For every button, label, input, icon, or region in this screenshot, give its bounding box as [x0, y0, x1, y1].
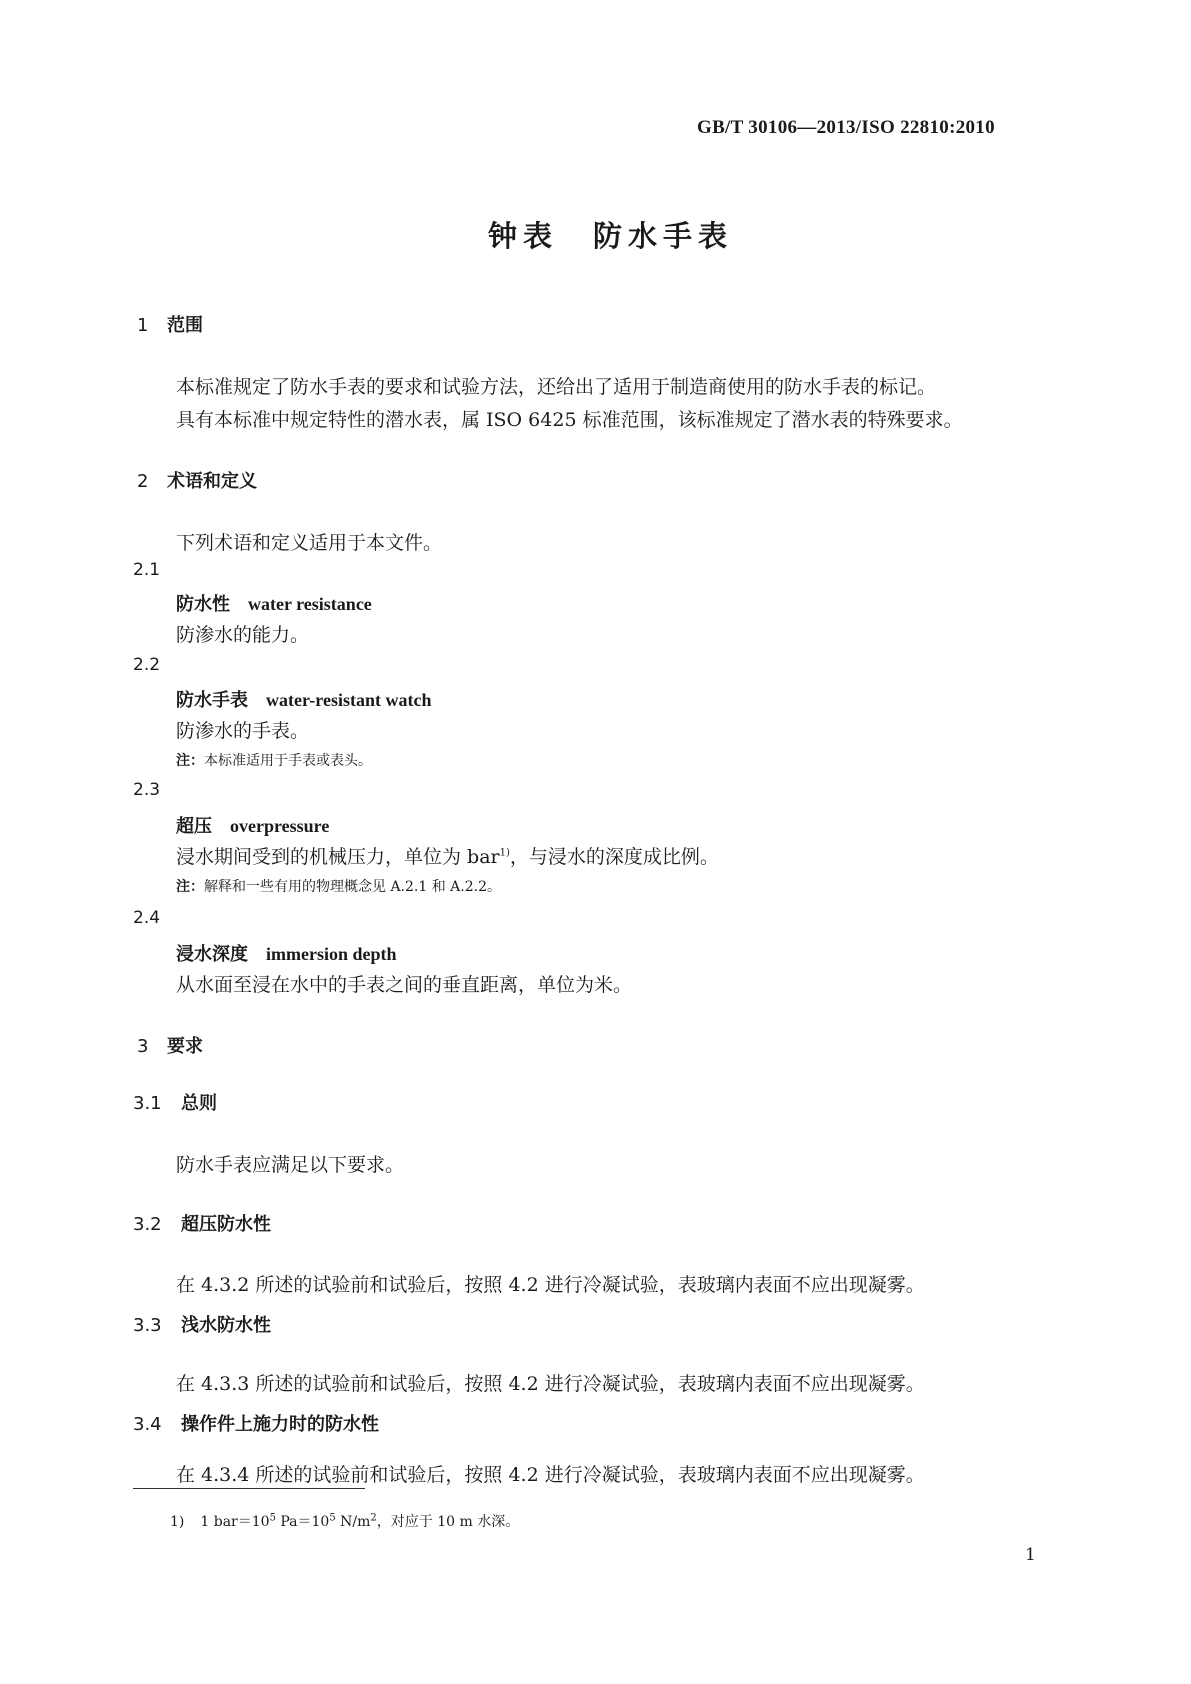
footnote-text: N/m: [335, 1514, 371, 1530]
term-2-1-definition: 防渗水的能力。: [176, 624, 310, 646]
clause-title: 浅水防水性: [181, 1315, 271, 1336]
term-2-1-number: 2.1: [133, 560, 161, 580]
clause-3-3-heading: [133, 1311, 271, 1337]
clause-number: 3.1: [133, 1093, 162, 1114]
section-3-heading: [137, 1032, 203, 1058]
note-label: 注：: [176, 879, 204, 895]
clause-3-4-text: 在 4.3.4 所述的试验前和试验后，按照 4.2 进行冷凝试验，表玻璃内表面不应出现凝雾。: [176, 1464, 925, 1486]
clause-3-2-heading: [133, 1210, 271, 1236]
term-english: water resistance: [248, 594, 372, 614]
term-english: overpressure: [230, 816, 330, 836]
section-title: 范围: [167, 315, 203, 336]
term-2-4-number: 2.4: [133, 908, 161, 928]
term-2-3-note: [176, 876, 501, 896]
term-2-3: [176, 812, 329, 838]
term-2-4-definition: 从水面至浸在水中的手表之间的垂直距离，单位为米。: [176, 974, 633, 996]
term-chinese: 超压: [176, 816, 212, 837]
note-text: 本标准适用于手表或表头。: [204, 753, 372, 769]
section-number: 1: [137, 315, 149, 336]
term-2-4: [176, 940, 397, 966]
clause-3-1-text: 防水手表应满足以下要求。: [176, 1154, 405, 1176]
footnote-text: ，对应于 10 m 水深。: [376, 1514, 520, 1530]
term-2-2-definition: 防渗水的手表。: [176, 720, 310, 742]
note-text: 解释和一些有用的物理概念见 A.2.1 和 A.2.2。: [204, 879, 502, 895]
term-2-3-number: 2.3: [133, 780, 161, 800]
term-2-1: [176, 590, 372, 616]
section-2-heading: [137, 467, 257, 493]
term-2-2-number: 2.2: [133, 655, 161, 675]
footnote-text: 1 bar＝10: [200, 1514, 270, 1530]
clause-number: 3.2: [133, 1214, 162, 1235]
clause-number: 3.3: [133, 1315, 162, 1336]
exponent: 5: [269, 1512, 276, 1524]
section-title: 术语和定义: [167, 471, 257, 492]
terms-intro: 下列术语和定义适用于本文件。: [176, 532, 443, 554]
footnote-separator: [133, 1488, 365, 1489]
scope-paragraph-1: 本标准规定了防水手表的要求和试验方法，还给出了适用于制造商使用的防水手表的标记。: [176, 376, 937, 398]
definition-text-cont: ，与浸水的深度成比例。: [509, 846, 719, 868]
clause-number: 3.4: [133, 1414, 162, 1435]
footnote-reference: 1): [499, 847, 510, 859]
term-2-3-definition: [176, 842, 719, 869]
footnote: [170, 1511, 519, 1531]
term-2-2: [176, 686, 431, 712]
note-label: 注：: [176, 753, 204, 769]
clause-title: 总则: [181, 1093, 217, 1114]
term-english: water-resistant watch: [266, 690, 432, 710]
exponent: 5: [329, 1512, 336, 1524]
clause-3-1-heading: [133, 1089, 217, 1115]
definition-text: 浸水期间受到的机械压力，单位为 bar: [176, 846, 500, 868]
term-chinese: 浸水深度: [176, 944, 248, 965]
clause-3-4-heading: [133, 1410, 379, 1436]
clause-title: 超压防水性: [181, 1214, 271, 1235]
clause-title: 操作件上施力时的防水性: [181, 1414, 379, 1435]
term-english: immersion depth: [266, 944, 397, 964]
section-1-heading: [137, 311, 203, 337]
clause-3-2-text: 在 4.3.2 所述的试验前和试验后，按照 4.2 进行冷凝试验，表玻璃内表面不应出现凝雾。: [176, 1274, 925, 1296]
term-chinese: 防水手表: [176, 690, 248, 711]
term-2-2-note: [176, 750, 372, 770]
standard-number: GB/T 30106—2013/ISO 22810:2010: [697, 117, 995, 138]
page-number: 1: [1025, 1545, 1036, 1565]
page-title: 钟表 防水手表: [488, 219, 734, 253]
section-number: 3: [137, 1036, 149, 1057]
section-number: 2: [137, 471, 149, 492]
term-chinese: 防水性: [176, 594, 230, 615]
section-title: 要求: [167, 1036, 203, 1057]
exponent: 2: [370, 1512, 377, 1524]
scope-paragraph-2: 具有本标准中规定特性的潜水表，属 ISO 6425 标准范围，该标准规定了潜水表的特殊要求。: [176, 409, 963, 431]
footnote-text: Pa＝10: [275, 1514, 330, 1530]
footnote-mark: 1): [170, 1514, 185, 1530]
clause-3-3-text: 在 4.3.3 所述的试验前和试验后，按照 4.2 进行冷凝试验，表玻璃内表面不应出现凝雾。: [176, 1373, 925, 1395]
